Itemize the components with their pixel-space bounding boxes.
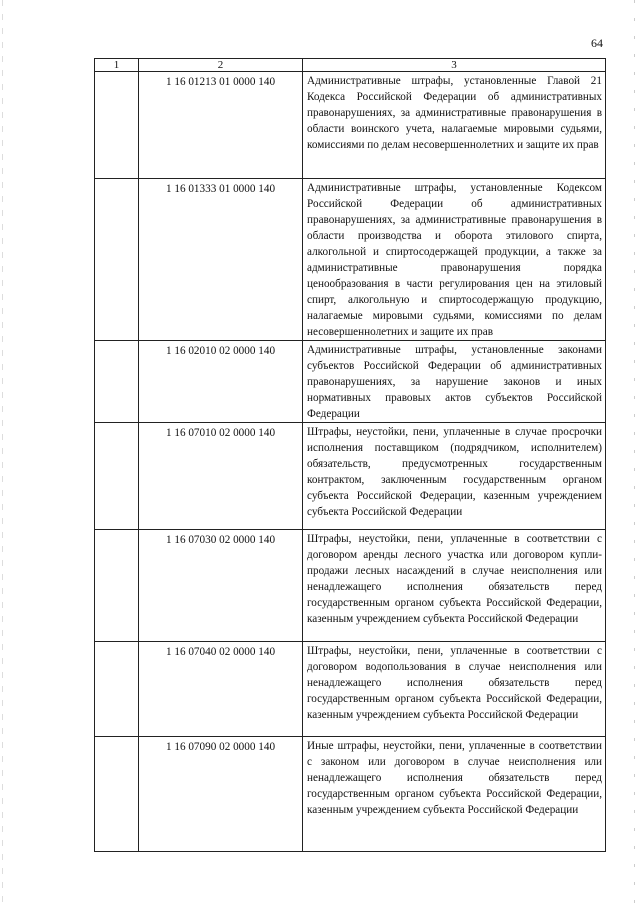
table-header-row: [95, 59, 606, 72]
header-col-2: 2: [139, 59, 303, 72]
header-col-3: 3: [303, 59, 606, 72]
table-row: [95, 179, 606, 341]
table-row: [95, 737, 606, 852]
revenue-description: Штрафы, неустойки, пени, уплаченные в соответствии с договором аренды лесного участка или договором купли-продажи лесных насаждений в случае неисполнения или ненадлежащего исполнения обязательств перед государственным органом субъекта Российской Федерации, казенным учреждением субъекта Российской Федерации: [303, 530, 606, 642]
revenue-description: Иные штрафы, неустойки, пени, уплаченные в соответствии с законом или договором в случае неисполнения или ненадлежащего исполнения обязательств перед государственным органом субъекта Российской Федерации, казенным учреждением субъекта Российской Федерации: [303, 737, 606, 852]
revenue-description: Штрафы, неустойки, пени, уплаченные в соответствии с договором водопользования в случае неисполнения или ненадлежащего исполнения обязательств перед государственным органом субъекта Российской Федерации, казенным учреждением субъекта Российской Федерации: [303, 642, 606, 737]
row-number-cell: [95, 423, 139, 530]
row-number-cell: [95, 72, 139, 179]
revenue-description: Штрафы, неустойки, пени, уплаченные в случае просрочки исполнения поставщиком (подрядчиком, исполнителем) обязательств, предусмотренных государственным контрактом, заключенным государственным органом субъекта Российской Федерации, казенным учреждением субъекта Российской Федерации: [303, 423, 606, 530]
budget-code: 1 16 07040 02 0000 140: [139, 642, 303, 737]
revenue-description: Административные штрафы, установленные Кодексом Российской Федерации об административных правонарушениях, за административные правонарушения в области производства и оборота этилового спирта, алкогольной и спиртосодержащей продукции, а также за административные правонарушения порядка ценообразования в части регулирования цен на этиловый спирт, алкогольную и спиртосодержащую продукцию, налагаемые мировыми судьями, комиссиями по делам несовершеннолетних и защите их прав: [303, 179, 606, 341]
revenue-codes-table: [94, 58, 606, 852]
budget-code: 1 16 07090 02 0000 140: [139, 737, 303, 852]
scan-edge-left: [2, 0, 3, 905]
page-number: 64: [591, 36, 603, 50]
budget-code: 1 16 02010 02 0000 140: [139, 341, 303, 423]
revenue-description: Административные штрафы, установленные Главой 21 Кодекса Российской Федерации об административных правонарушениях, за административные правонарушения в области воинского учета, налагаемые мировыми судьями, комиссиями по делам несовершеннолетних и защите их прав: [303, 72, 606, 179]
row-number-cell: [95, 530, 139, 642]
revenue-description: Административные штрафы, установленные законами субъектов Российской Федерации об административных правонарушениях, за нарушение законов и иных нормативных правовых актов субъектов Российской Федерации: [303, 341, 606, 423]
row-number-cell: [95, 737, 139, 852]
header-col-1: 1: [95, 59, 139, 72]
scan-edge-right: [634, 0, 635, 905]
budget-code: 1 16 07030 02 0000 140: [139, 530, 303, 642]
budget-code: 1 16 07010 02 0000 140: [139, 423, 303, 530]
table-row: [95, 423, 606, 530]
table-row: [95, 341, 606, 423]
row-number-cell: [95, 341, 139, 423]
row-number-cell: [95, 642, 139, 737]
budget-code: 1 16 01333 01 0000 140: [139, 179, 303, 341]
budget-code: 1 16 01213 01 0000 140: [139, 72, 303, 179]
table-row: [95, 642, 606, 737]
table-row: [95, 72, 606, 179]
table-row: [95, 530, 606, 642]
row-number-cell: [95, 179, 139, 341]
